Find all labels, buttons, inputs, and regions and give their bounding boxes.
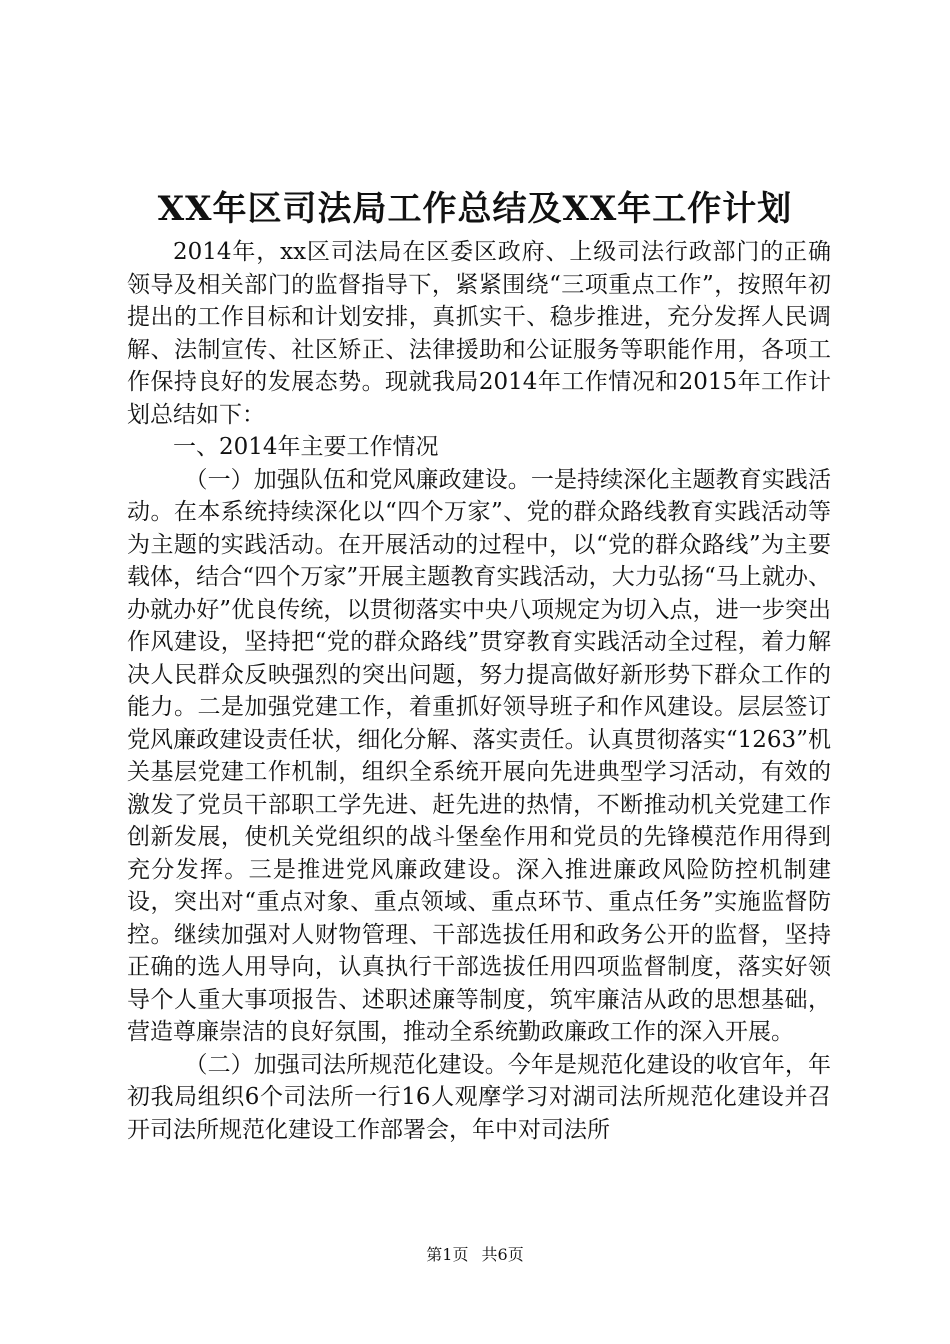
section-heading: 一、2014年主要工作情况 bbox=[173, 434, 439, 460]
page-footer bbox=[0, 1243, 950, 1267]
section-paragraph-2: （二）加强司法所规范化建设。今年是规范化建设的收官年，年初我局组织6个司法所一行16人观摩学习对湖司法所规范化建设并召开司法所规范化建设工作部署会，年中对司法所 bbox=[127, 1051, 831, 1143]
section-paragraph-1: （一）加强队伍和党风廉政建设。一是持续深化主题教育实践活动。在本系统持续深化以“四个万家”、党的群众路线教育实践活动等为主题的实践活动。在开展活动的过程中，以“党的群众路线”为主要载体，结合“四个万家”开展主题教育实践活动，大力弘扬“马上就办、办就办好”优良传统，以贯彻落实中央八项规定为切入点，进一步突出作风建设，坚持把“党的群众路线”贯穿教育实践活动全过程，着力解决人民群众反映强烈的突出问题，努力提高做好新形势下群众工作的能力。二是加强党建工作，着重抓好领导班子和作风建设。层层签订党风廉政建设责任状，细化分解、落实责任。认真贯彻落实“1263”机关基层党建工作机制，组织全系统开展向先进典型学习活动，有效的激发了党员干部职工学先进、赶先进的热情，不断推动机关党建工作创新发展，使机关党组织的战斗堡垒作用和党员的先锋模范作用得到充分发挥。三是推进党风廉政建设。深入推进廉政风险防控机制建设，突出对“重点对象、重点领域、重点环节、重点任务”实施监督防控。继续加强对人财物管理、干部选拔任用和政务公开的监督，坚持正确的选人用导向，认真执行干部选拔任用四项监督制度，落实好领导个人重大事项报告、述职述廉等制度，筑牢廉洁从政的思想基础，营造尊廉崇洁的良好氛围，推动全系统勤政廉政工作的深入开展。 bbox=[127, 466, 831, 1045]
document-title: XX年区司法局工作总结及XX年工作计划 bbox=[157, 189, 793, 229]
page-number: 第1页 bbox=[426, 1245, 469, 1264]
page-total: 共6页 bbox=[481, 1245, 524, 1264]
document-body bbox=[127, 236, 831, 1146]
intro-paragraph: 2014年，xx区司法局在区委区政府、上级司法行政部门的正确领导及相关部门的监督指导下，紧紧围绕“三项重点工作”，按照年初提出的工作目标和计划安排，真抓实干、稳步推进，充分发挥人民调解、法制宣传、社区矫正、法律援助和公证服务等职能作用，各项工作保持良好的发展态势。现就我局2014年工作情况和2015年工作计划总结如下： bbox=[127, 239, 831, 428]
